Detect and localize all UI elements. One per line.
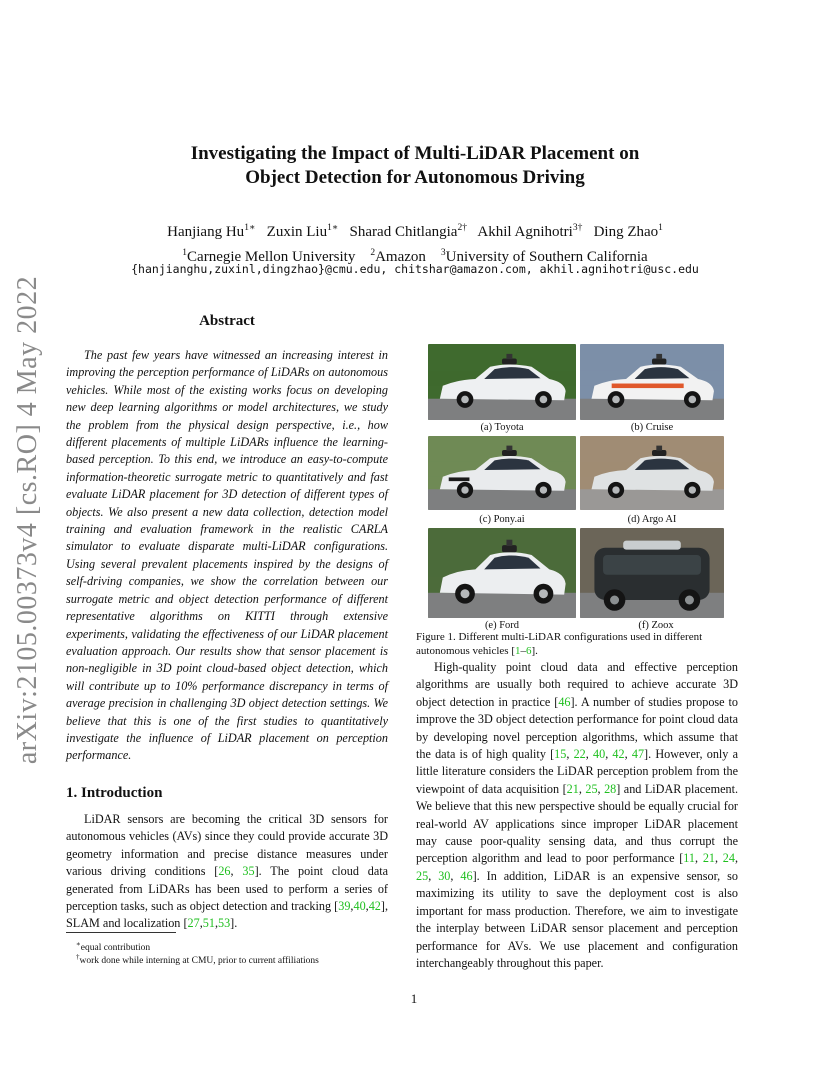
vehicle-photo-zoox (580, 528, 724, 618)
citation-link[interactable]: 25 (585, 781, 598, 796)
author: Akhil Agnihotri$^{3\dagger}$ (477, 223, 583, 240)
author-emails: {hanjianghu,zuxinl,dingzhao}@cmu.edu, chitshar@amazon.com, akhil.agnihotri@usc.edu (131, 262, 699, 276)
footnote: †work done while interning at CMU, prior to current affiliations (76, 953, 319, 967)
text-run: , (214, 916, 218, 931)
subfigure-caption: (c) Pony.ai (479, 514, 525, 525)
section-heading-introduction: 1. Introduction (66, 785, 163, 801)
citation-link[interactable]: 11 (683, 851, 696, 866)
citation-link[interactable]: 21 (566, 781, 579, 796)
text-run: ]. In addition, LiDAR is an expensive sensor, so maximizing its utility to save the deployment cost is also important for mass production. Therefore, we aim to investigate the interplay between LiDAR sensor placement and perception performance for AVs. We use placement and configuration interchangeably throughout this paper. (416, 868, 739, 970)
text-run: , (624, 747, 632, 762)
abstract-heading: Abstract (199, 313, 255, 329)
text-run: High-quality point cloud data and effective perception algorithms are usually both required to achieve accurate 3D object detection in practice [ (416, 660, 738, 709)
citation-link[interactable]: 53 (217, 916, 231, 931)
introduction-paragraph (66, 811, 388, 933)
vehicle-image (428, 528, 576, 618)
affiliation: $^1$Carnegie Mellon University (182, 248, 356, 265)
arxiv-identifier-text: arXiv:2105.00373v4 [cs.RO] 4 May 2022 (12, 275, 43, 765)
subfigure-caption: (e) Ford (484, 620, 520, 631)
citation-link[interactable]: 22 (573, 747, 586, 762)
citation-link[interactable]: 51 (202, 916, 215, 931)
abstract-text: The past few years have witnessed an increasing interest in improving the perception performance of LiDARs on autonomous vehicles. While most of the existing works focus on developing new deep learning algorithms or model architectures, we study the problem from the physical design perspective, i.e., how different placements of multiple LiDARs influence the learning-based perception. To this end, we introduce an easy-to-compute information-theoretic surrogate metric to quantitatively and fast evaluate LiDAR placement for 3D detection of different types of objects. We also present a new data collection, detection model training and evaluation framework in the realistic CARLA simulator to evaluate disparate multi-LiDAR configurations. Using several prevalent placements inspired by the designs of self-driving companies, we show the correlation between our surrogate metric and object detection performance of different representative algorithms on KITTI through extensive experiments, validating the effectiveness of our LiDAR placement evaluation approach. Our results show that sensor placement is non-negligible in 3D point cloud-based object detection, which will contribute up to 10% performance discrepancy in terms of average precision in challenging 3D object detection settings. We believe that this is one of the first studies to quantitatively investigate the influence of LiDAR placement on perception performance. (66, 348, 388, 763)
vehicle-image (580, 344, 724, 420)
citation-link[interactable]: 28 (604, 781, 617, 796)
citation-link[interactable]: 30 (438, 868, 451, 883)
citation-link[interactable]: 21 (702, 851, 715, 866)
text-run: ] and LiDAR placement. We believe that this new perspective should be equally crucial for real-world AV applications since improper LiDAR placement may cause poor-quality sensing data, and thus corrupt the perception algorithm and lead to poor performance [ (416, 781, 739, 866)
author: Zuxin Liu$^{1∗}$ (266, 223, 339, 240)
citation-link[interactable]: 40 (353, 899, 366, 914)
text-run: ]. (531, 645, 538, 657)
title-line-2: Object Detection for Autonomous Driving (245, 167, 585, 188)
footnote-rule (66, 932, 176, 933)
vehicle-image (428, 436, 576, 510)
text-run: , (428, 868, 439, 883)
text-run: , (734, 851, 739, 866)
text-run: , (566, 747, 574, 762)
page-number: 1 (410, 991, 418, 1006)
author: Sharad Chitlangia$^{2\dagger}$ (349, 223, 467, 240)
title-line-1: Investigating the Impact of Multi-LiDAR Placement on (190, 143, 640, 164)
vehicle-photo-ponyai (428, 436, 576, 510)
citation-link[interactable]: 24 (722, 851, 735, 866)
text-run: , (715, 851, 723, 866)
text-run: , (695, 851, 703, 866)
text-run: , (597, 781, 605, 796)
citation-link[interactable]: 46 (460, 868, 473, 883)
text-run: , (199, 916, 203, 931)
citation-link[interactable]: 42 (368, 899, 381, 914)
author-list (100, 218, 730, 243)
vehicle-photo-ford (428, 528, 576, 618)
text-run: , (585, 747, 593, 762)
text-run: , (350, 899, 354, 914)
citation-link[interactable]: 47 (631, 747, 645, 762)
text-run: ]. A number of studies propose to improve the 3D object detection performance for point cloud data by developing novel perception algorithms, which assume that the data is of high quality [ (416, 694, 738, 762)
text-run: , (578, 781, 586, 796)
text-run: ]. The point cloud data generated from LiDARs has been used to perform a series of perception tasks, such as object detection and tracking [ (66, 864, 389, 914)
text-run: ], SLAM and localization [ (66, 899, 388, 931)
body-paragraph (416, 659, 738, 972)
subfigure-caption: (a) Toyota (480, 422, 524, 433)
text-run: , (365, 899, 369, 914)
subfigure-caption: (b) Cruise (630, 422, 674, 433)
text-run: – (520, 645, 526, 657)
text-run: LiDAR sensors are becoming the critical 3D sensors for autonomous vehicles (AVs) since they could provide accurate 3D geometry information and precise distance measures under various driving conditions [ (66, 812, 388, 879)
text-run: Figure 1. Different multi-LiDAR configurations used in different autonomous vehicles [ (416, 631, 703, 657)
subfigure-caption: (f) Zoox (638, 620, 674, 631)
citation-link[interactable]: 40 (593, 747, 606, 762)
vehicle-image (580, 528, 724, 618)
citation-link[interactable]: 25 (416, 868, 429, 883)
footnote: ∗equal contribution (76, 940, 151, 954)
citation-link[interactable]: 39 (338, 899, 351, 914)
author-block (100, 218, 730, 268)
affiliation: $^2$Amazon (370, 248, 426, 265)
citation-link[interactable]: 1 (514, 645, 521, 657)
citation-link[interactable]: 15 (554, 747, 567, 762)
vehicle-photo-argoai (580, 436, 724, 510)
paper-title (120, 142, 710, 190)
text-run: , (450, 868, 461, 883)
vehicle-image (428, 344, 576, 420)
citation-link[interactable]: 42 (612, 747, 625, 762)
citation-link[interactable]: 35 (242, 864, 255, 879)
citation-link[interactable]: 26 (218, 864, 231, 879)
vehicle-photo-cruise (580, 344, 724, 420)
subfigure-caption: (d) Argo AI (627, 514, 677, 525)
author: Hanjiang $Hu^{1∗}$ (167, 223, 256, 240)
text-run: , (605, 747, 613, 762)
arxiv-identifier (8, 275, 48, 765)
vehicle-photo-toyota (428, 344, 576, 420)
text-run: , (230, 864, 243, 879)
text-run: ]. (230, 916, 238, 931)
figure-caption (416, 630, 738, 658)
affiliation: $^3$University of Southern California (440, 248, 648, 265)
vehicle-image (580, 436, 724, 510)
citation-link[interactable]: 46 (558, 694, 571, 709)
text-run: ]. However, only a little literature considers the LiDAR perception problem from the viewpoint of data acquisition [ (416, 747, 738, 796)
citation-link[interactable]: 6 (525, 645, 532, 657)
author: Ding Zhao$^1$ (593, 223, 663, 240)
citation-link[interactable]: 27 (187, 916, 200, 931)
